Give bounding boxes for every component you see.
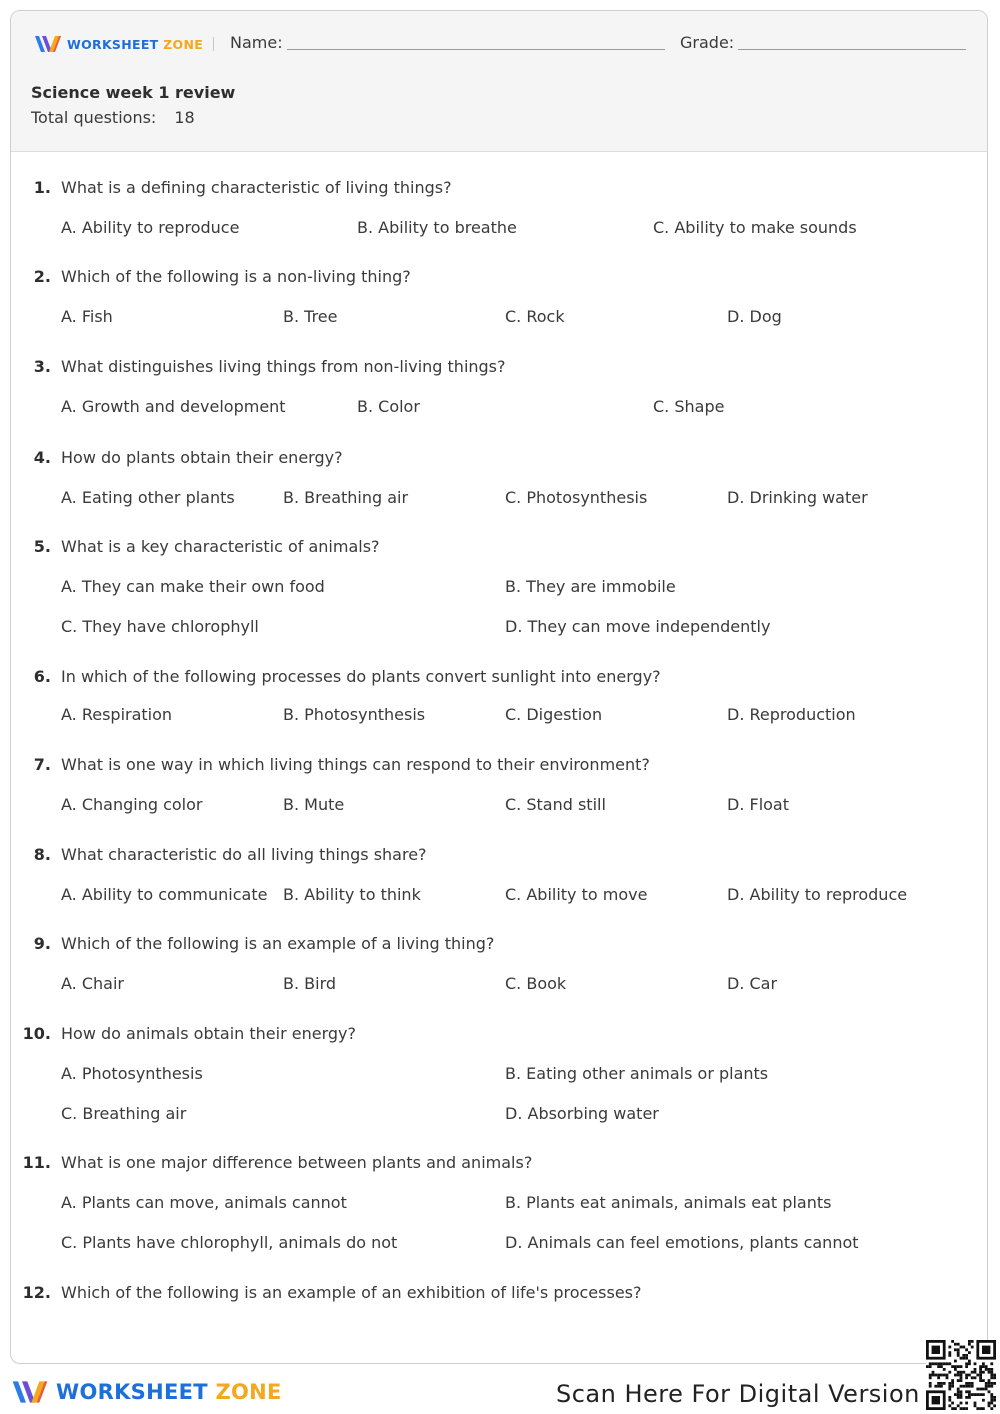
answer-option[interactable]: C. Breathing air [61, 1104, 187, 1123]
answer-option[interactable]: A. Respiration [61, 705, 173, 724]
answer-option[interactable]: C. They have chlorophyll [61, 617, 259, 636]
answer-option[interactable]: C. Stand still [505, 795, 606, 814]
name-field-line[interactable] [287, 49, 665, 50]
answer-option[interactable]: C. Rock [505, 307, 565, 326]
question-text: What is one major difference between plants and animals? [61, 1153, 533, 1172]
answer-option[interactable]: D. Drinking water [727, 488, 868, 507]
answer-option[interactable]: A. Changing color [61, 795, 203, 814]
total-questions [31, 108, 195, 127]
answer-option[interactable]: A. Growth and development [61, 397, 286, 416]
question-text: What distinguishes living things from non-living things? [61, 357, 506, 376]
answer-option[interactable]: B. Plants eat animals, animals eat plants [505, 1193, 832, 1212]
total-questions-label: Total questions: [31, 108, 157, 127]
question-text: How do animals obtain their energy? [61, 1024, 356, 1043]
question-text: What is one way in which living things can respond to their environment? [61, 755, 650, 774]
answer-option[interactable]: D. Reproduction [727, 705, 856, 724]
qr-code-graphic [926, 1340, 996, 1410]
qr-code-icon[interactable] [926, 1340, 996, 1410]
answer-option[interactable]: A. Fish [61, 307, 113, 326]
name-label: Name: [230, 33, 283, 52]
worksheet-zone-logo-icon [33, 33, 63, 55]
answer-option[interactable]: A. Plants can move, animals cannot [61, 1193, 347, 1212]
question-text: What is a defining characteristic of living things? [61, 178, 452, 197]
answer-option[interactable]: B. Eating other animals or plants [505, 1064, 769, 1083]
header-logo [33, 33, 203, 55]
answer-option[interactable]: D. They can move independently [505, 617, 771, 636]
answer-option[interactable]: B. Bird [283, 974, 337, 993]
grade-label: Grade: [680, 33, 735, 52]
answer-option[interactable]: B. Mute [283, 795, 345, 814]
question-text: What is a key characteristic of animals? [61, 537, 380, 556]
question-number: 6. [33, 667, 51, 686]
worksheet-title: Science week 1 review [31, 83, 236, 102]
answer-option[interactable]: B. Ability to breathe [357, 218, 517, 237]
grade-field-line[interactable] [738, 49, 966, 50]
header-brand [67, 37, 203, 52]
brand-word-zone: ZONE [163, 36, 204, 52]
answer-option[interactable]: B. Ability to think [283, 885, 421, 904]
question-number: 10. [22, 1024, 51, 1043]
question-number: 1. [33, 178, 51, 197]
worksheet-sheet [10, 10, 988, 1364]
footer-brand [56, 1380, 282, 1404]
question-number: 9. [33, 934, 51, 953]
question-number: 4. [33, 448, 51, 467]
brand-word-worksheet: WORKSHEET [67, 36, 159, 52]
question-number: 11. [22, 1153, 51, 1172]
answer-option[interactable]: D. Car [727, 974, 778, 993]
question-text: Which of the following is a non-living thing? [61, 267, 411, 286]
answer-option[interactable]: A. Photosynthesis [61, 1064, 203, 1083]
question-number: 2. [33, 267, 51, 286]
footer-brand-word-worksheet: WORKSHEET [56, 1380, 208, 1404]
answer-option[interactable]: A. Ability to reproduce [61, 218, 240, 237]
question-text: Which of the following is an example of a living thing? [61, 934, 495, 953]
answer-option[interactable]: D. Ability to reproduce [727, 885, 908, 904]
worksheet-header [11, 11, 987, 152]
total-questions-value: 18 [174, 108, 195, 127]
answer-option[interactable]: C. Book [505, 974, 567, 993]
question-number: 3. [33, 357, 51, 376]
answer-option[interactable]: A. Chair [61, 974, 124, 993]
scan-instruction: Scan Here For Digital Version [556, 1380, 920, 1408]
header-divider [213, 37, 214, 51]
answer-option[interactable]: B. Tree [283, 307, 338, 326]
answer-option[interactable]: C. Digestion [505, 705, 603, 724]
question-number: 8. [33, 845, 51, 864]
answer-option[interactable]: D. Animals can feel emotions, plants cannot [505, 1233, 859, 1252]
answer-option[interactable]: D. Float [727, 795, 790, 814]
answer-option[interactable]: A. Eating other plants [61, 488, 235, 507]
answer-option[interactable]: C. Ability to move [505, 885, 648, 904]
question-text: In which of the following processes do plants convert sunlight into energy? [61, 667, 661, 686]
answer-option[interactable]: D. Dog [727, 307, 782, 326]
answer-option[interactable]: C. Plants have chlorophyll, animals do not [61, 1233, 398, 1252]
answer-option[interactable]: B. Breathing air [283, 488, 409, 507]
answer-option[interactable]: A. They can make their own food [61, 577, 325, 596]
answer-option[interactable]: B. Photosynthesis [283, 705, 426, 724]
question-number: 12. [22, 1283, 51, 1302]
footer-logo [10, 1376, 282, 1408]
question-text: How do plants obtain their energy? [61, 448, 343, 467]
question-number: 7. [33, 755, 51, 774]
answer-option[interactable]: C. Ability to make sounds [653, 218, 857, 237]
answer-option[interactable]: A. Ability to communicate [61, 885, 268, 904]
question-text: Which of the following is an example of an exhibition of life's processes? [61, 1283, 642, 1302]
worksheet-zone-logo-icon [10, 1376, 50, 1408]
question-number: 5. [33, 537, 51, 556]
question-text: What characteristic do all living things share? [61, 845, 427, 864]
answer-option[interactable]: B. They are immobile [505, 577, 676, 596]
answer-option[interactable]: D. Absorbing water [505, 1104, 659, 1123]
answer-option[interactable]: C. Photosynthesis [505, 488, 648, 507]
footer-brand-word-zone: ZONE [215, 1380, 282, 1404]
answer-option[interactable]: C. Shape [653, 397, 725, 416]
answer-option[interactable]: B. Color [357, 397, 420, 416]
